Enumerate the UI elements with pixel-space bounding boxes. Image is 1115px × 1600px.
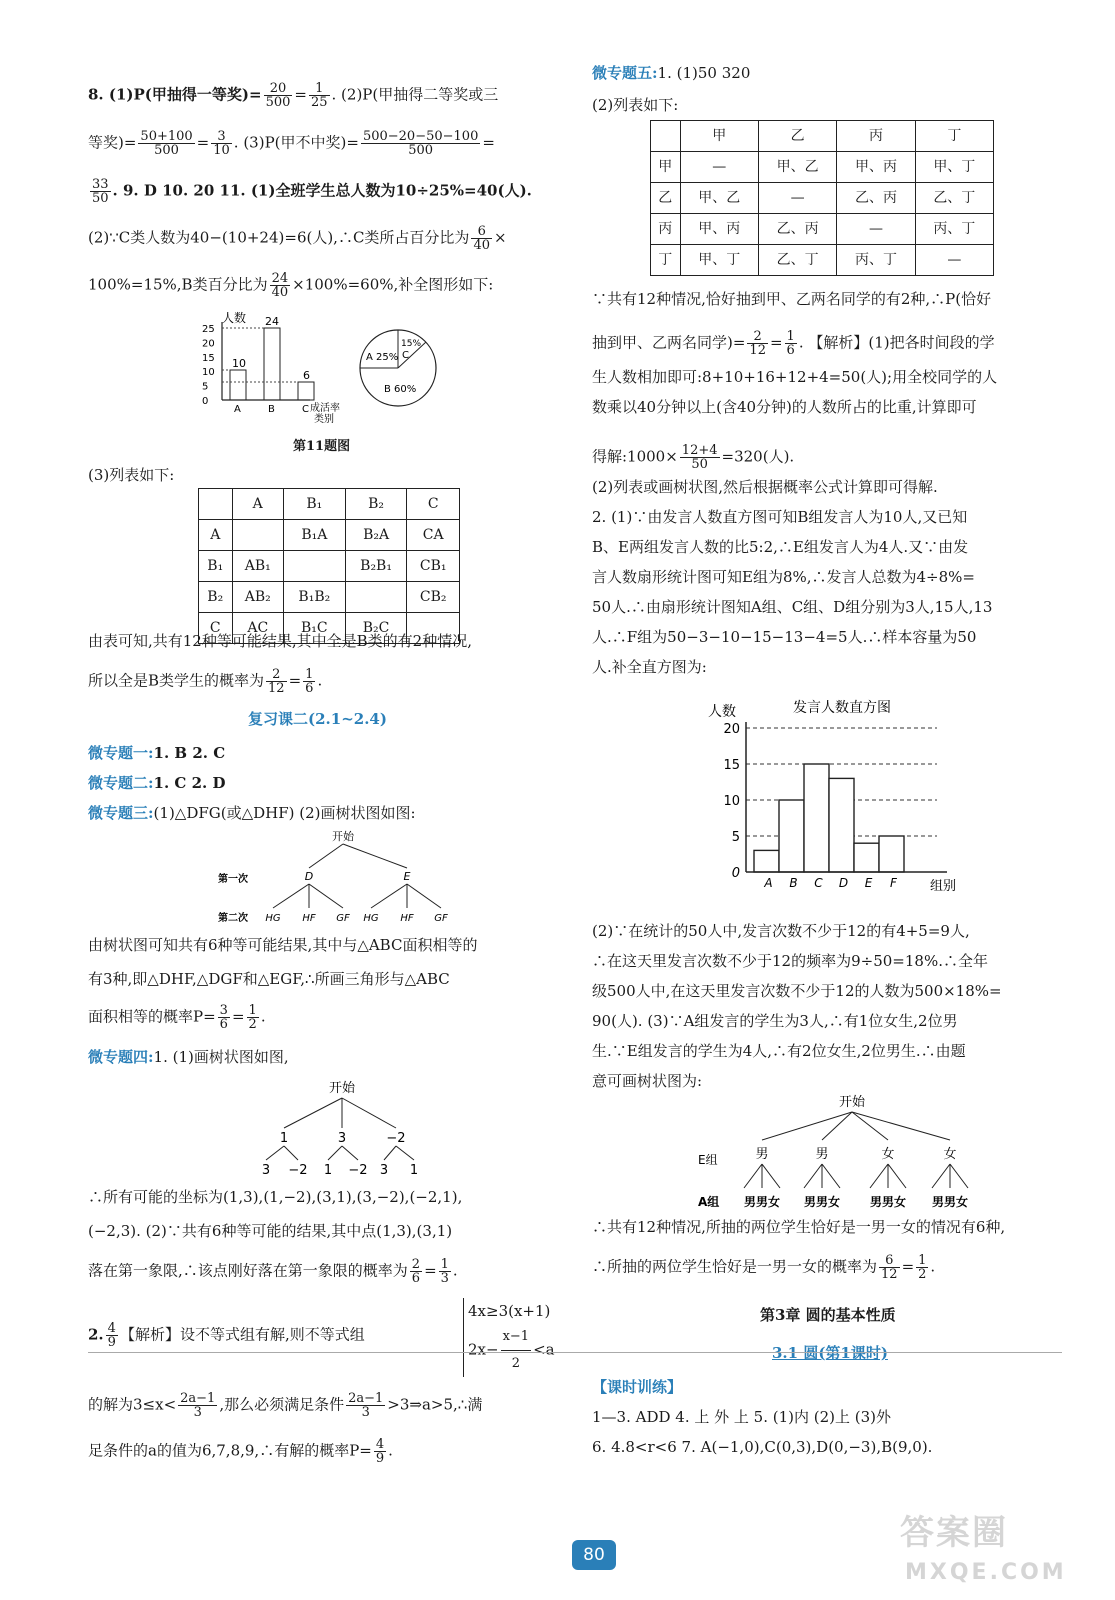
tree3-node: 女 <box>881 1147 895 1162</box>
table-cell: B₂ <box>345 489 407 520</box>
table-cell: AC <box>232 613 283 644</box>
tree1-leaf: HG <box>363 913 379 924</box>
svg-text:B: B <box>268 404 275 415</box>
fig11-pie-c: C <box>402 350 409 361</box>
tree-diagram-2 <box>256 1078 436 1178</box>
tree2-leaf: 3 <box>379 1163 389 1178</box>
tree3-node: 男 <box>755 1147 769 1162</box>
tree-diagram-3 <box>692 1092 1012 1212</box>
tree2-branch <box>396 1146 414 1160</box>
fig11-ytick: 10 <box>202 367 215 379</box>
fig11-pie-b: B 60% <box>384 384 417 395</box>
table-cell <box>283 551 345 582</box>
fig11-caption: 第11题图 <box>293 439 351 454</box>
table-cell: 乙、丙 <box>837 183 915 214</box>
hist-ylabel: 人数 <box>708 704 736 720</box>
topic5-part2: (2)列表如下: <box>592 96 679 114</box>
q8-line2: 等奖)= $\frac{50+100}{500}$ = $\frac{3}{10}$ . (3)P(甲不中奖)= $\frac{500-20-50-100}{500}$ = <box>88 129 495 158</box>
topic5-line2: 抽到甲、乙两名同学)= $\frac{2}{12}$ = $\frac{1}{6}$ . 【解析】(1)把各时间段的学 <box>592 329 995 358</box>
svg-text:D: D <box>304 870 314 883</box>
q2-line6: 人.补全直方图为: <box>592 658 707 676</box>
table-cell: 乙、丙 <box>758 214 836 245</box>
tree3-sub-branch <box>888 1164 906 1188</box>
table-cell: 丙 <box>837 121 915 152</box>
table-cell: B₂B₁ <box>345 551 407 582</box>
q2-part3-line3: 意可画树状图为: <box>592 1072 703 1090</box>
q11-probability: 所以全是B类学生的概率为 $\frac{2}{12}$ = $\frac{1}{6}$ . <box>88 667 323 696</box>
table-cell: 丙、丁 <box>837 245 915 276</box>
table-cell: C <box>199 613 233 644</box>
tree1-leaf: HF <box>302 913 316 924</box>
table-cell: B₁A <box>283 520 345 551</box>
q2-line5: 人.∴F组为50−3−10−15−13−4=5人.∴样本容量为50 <box>592 628 977 646</box>
table-cell: B₂ <box>199 582 233 613</box>
table-cell <box>345 582 407 613</box>
hist-bar-b <box>779 800 804 872</box>
tree3-sub-branch <box>762 1164 780 1188</box>
tree1-branch <box>407 884 441 908</box>
watermark-logo: 答案圈 <box>900 1513 1008 1553</box>
topic-3: 微专题三:(1)△DFG(或△DHF) (2)画树状图如图: <box>88 804 416 822</box>
table-cell: CB₁ <box>407 551 460 582</box>
tree3-branch <box>852 1112 888 1140</box>
table-cell: 甲 <box>680 121 758 152</box>
table-cell: AB₁ <box>232 551 283 582</box>
fig11-pie-a: A 25% <box>366 352 399 363</box>
section-title: 3.1 圆(第1课时) <box>772 1344 888 1362</box>
svg-text:E: E <box>403 870 411 883</box>
table-cell <box>232 520 283 551</box>
svg-text:−2: −2 <box>386 1131 406 1146</box>
tree1-second: 第二次 <box>218 913 248 924</box>
table-cell: 甲 <box>651 152 681 183</box>
table-cell: 乙、丁 <box>758 245 836 276</box>
tree-diagram-1 <box>213 828 473 928</box>
hist-bar-a <box>754 850 779 872</box>
topic4-q2-line3: 足条件的a的值为6,7,8,9,∴有解的概率P= $\frac{4}{9}$ . <box>88 1437 393 1466</box>
tree3-sub-branch <box>870 1164 888 1188</box>
q8-line1: 8. (1)P(甲抽得一等奖)= $\frac{20}{500}$ = $\frac{1}{25}$ . (2)P(甲抽得二等奖或三 <box>88 81 499 110</box>
table-cell: 丁 <box>651 245 681 276</box>
tree3-branch <box>852 1112 950 1140</box>
hist-bar-c <box>804 764 829 872</box>
tree2-leaf: 1 <box>409 1163 419 1178</box>
svg-text:3: 3 <box>337 1131 347 1146</box>
hist-ytick: 10 <box>723 794 740 809</box>
table-row <box>199 520 460 551</box>
fig11-bar-b <box>264 328 280 400</box>
table-q11 <box>198 488 460 644</box>
tree2-branch <box>328 1146 342 1160</box>
drill-title: 【课时训练】 <box>592 1378 683 1396</box>
table-cell: — <box>915 245 993 276</box>
topic3-line1: 由树状图可知共有6种等可能结果,其中与△ABC面积相等的 <box>88 936 478 954</box>
hist-ytick: 0 <box>731 866 740 881</box>
tree2-leaf: 3 <box>261 1163 271 1178</box>
tree3-sub-branch <box>804 1164 822 1188</box>
q2-conclusion: ∴共有12种情况,所抽的两位学生恰好是一男一女的情况有6种, <box>592 1218 1006 1236</box>
topic4-line2: (−2,3). (2)∵共有6种等可能的结果,其中点(1,3),(3,1) <box>88 1222 453 1240</box>
tree1-leaf: GF <box>336 913 350 924</box>
fig11-bar-label-a: 10 <box>232 357 246 370</box>
tree2-leaf: 1 <box>323 1163 333 1178</box>
table-row <box>651 245 994 276</box>
footer-divider <box>88 1352 1062 1353</box>
table-cell: CA <box>407 520 460 551</box>
q2-line4: 50人.∴由扇形统计图知A组、C组、D组分别为3人,15人,13 <box>592 598 993 616</box>
fig11-pie-c15: 15% <box>401 339 422 349</box>
hist-ytick: 5 <box>731 830 740 845</box>
topic5-line3: 生人数相加即可:8+10+16+12+4=50(人);用全校同学的人 <box>592 368 998 386</box>
tree3-leaves: 男男女 <box>803 1195 841 1209</box>
table-cell: 甲、乙 <box>680 183 758 214</box>
hist-ytick: 15 <box>723 758 740 773</box>
tree3-leaves: 男男女 <box>743 1195 781 1209</box>
table-cell: — <box>680 152 758 183</box>
table-row <box>651 214 994 245</box>
tree2-leaf: −2 <box>288 1163 308 1178</box>
tree1-branch <box>371 884 407 908</box>
table-cell: 甲、丁 <box>680 245 758 276</box>
tree2-branch <box>342 1146 358 1160</box>
fig11-ylabel: 人数 <box>222 311 247 325</box>
tree3-node: 男 <box>815 1147 829 1162</box>
tree3-node: 女 <box>943 1147 957 1162</box>
fig11-bar-label-c: 6 <box>303 369 310 382</box>
q11-conclusion: 由表可知,共有12种等可能结果,其中全是B类的有2种情况, <box>88 632 472 650</box>
topic-4: 微专题四:1. (1)画树状图如图, <box>88 1048 289 1066</box>
table-row <box>651 152 994 183</box>
q11-line3: 100%=15%,B类百分比为 $\frac{24}{40}$ ×100%=60%,补全图形如下: <box>88 271 494 300</box>
drill-line1: 1—3. ADD 4. 上 外 上 5. (1)内 (2)上 (3)外 <box>592 1408 892 1426</box>
table-cell: 甲、丙 <box>837 152 915 183</box>
table-cell: 丙 <box>651 214 681 245</box>
tree2-branch <box>266 1146 284 1160</box>
q11-line2: (2)∵C类人数为40−(10+24)=6(人),∴C类所占百分比为 $\frac{6}{40}$ × <box>88 224 507 253</box>
table-topic5 <box>650 120 994 276</box>
topic3-line3: 面积相等的概率P= $\frac{3}{6}$ = $\frac{1}{2}$ . <box>88 1003 266 1032</box>
table-cell: 甲、丁 <box>915 152 993 183</box>
tree3-leaves: 男男女 <box>931 1195 969 1209</box>
tree2-start: 开始 <box>328 1081 356 1096</box>
table-cell: B₁ <box>283 489 345 520</box>
q2-part2-line3: 级500人中,在这天里发言次数不少于12的人数为500×18%= <box>592 982 1002 1000</box>
table-cell: — <box>837 214 915 245</box>
q9-q11-line: $\frac{33}{50}$ . 9. D 10. 20 11. (1)全班学生总人数为10÷25%=40(人). <box>92 177 532 206</box>
table-cell: B₂A <box>345 520 407 551</box>
hist-bar-f <box>879 836 904 872</box>
tree2-leaf: −2 <box>348 1163 368 1178</box>
tree3-sub-branch <box>932 1164 950 1188</box>
fig11-bar-c <box>298 382 314 400</box>
topic4-line1: ∴所有可能的坐标为(1,3),(1,−2),(3,1),(3,−2),(−2,1), <box>88 1188 463 1206</box>
table-cell: B₁C <box>283 613 345 644</box>
fig11-ytick: 5 <box>202 381 209 393</box>
tree1-first: 第一次 <box>218 874 248 885</box>
hist-xlabel: 组别 <box>930 879 957 894</box>
table-cell: 甲、乙 <box>758 152 836 183</box>
tree3-sub-branch <box>744 1164 762 1188</box>
tree3-sub-branch <box>822 1164 840 1188</box>
q2-probability: ∴所抽的两位学生恰好是一男一女的概率为 $\frac{6}{12}$ = $\frac{1}{2}$ . <box>592 1253 936 1282</box>
topic-1: 微专题一:1. B 2. C <box>88 744 226 762</box>
histogram-chart <box>702 690 972 900</box>
table-cell: CB₂ <box>407 582 460 613</box>
table-cell: AB₂ <box>232 582 283 613</box>
table-cell: B₁B₂ <box>283 582 345 613</box>
table-row <box>651 183 994 214</box>
hist-xtick: E <box>864 876 873 890</box>
inequality-system: 4x≥3(x+1) 2x− $\frac{x-1}{2}$ <a <box>463 1298 555 1377</box>
tree2-branch <box>284 1146 298 1160</box>
table-cell: B₁ <box>199 551 233 582</box>
tree3-a-group: A组 <box>698 1195 720 1209</box>
fig11-ytick: 0 <box>202 396 209 407</box>
tree1-branch <box>309 884 343 908</box>
topic5-line4: 数乘以40分钟以上(含40分钟)的人数所占的比重,计算即可 <box>592 398 977 416</box>
tree1-leaf: HG <box>265 913 281 924</box>
q2-part3-line2: 生.∵E组发言的学生为4人,∴有2位女生,2位男生.∴由题 <box>592 1042 966 1060</box>
tree1-start: 开始 <box>332 830 354 843</box>
topic4-q2: 2. $\frac{4}{9}$ 【解析】设不等式组有解,则不等式组 <box>88 1321 365 1350</box>
table-cell: 乙 <box>651 183 681 214</box>
tree2-branch <box>384 1146 396 1160</box>
tree3-e-group: E组 <box>698 1153 718 1167</box>
hist-xtick: B <box>789 876 798 890</box>
review-title: 复习课二(2.1~2.4) <box>248 710 387 728</box>
tree3-branch <box>762 1112 852 1140</box>
drill-line2: 6. 4.8<r<6 7. A(−1,0),C(0,3),D(0,−3),B(9,0). <box>592 1438 933 1456</box>
table-row <box>199 551 460 582</box>
hist-xtick: A <box>764 876 773 890</box>
svg-text:A: A <box>234 404 241 415</box>
hist-xtick: D <box>838 876 849 890</box>
fig11-bar-label-b: 24 <box>265 315 279 328</box>
table-cell: B₂C <box>345 613 407 644</box>
table-cell: 乙 <box>758 121 836 152</box>
table-row <box>199 489 460 520</box>
q11-part3: (3)列表如下: <box>88 466 175 484</box>
hist-bar-e <box>854 843 879 872</box>
table-cell: 乙、丁 <box>915 183 993 214</box>
fig11-ytick: 15 <box>202 352 215 364</box>
table-cell: A <box>199 520 233 551</box>
q2-line1: 2. (1)∵由发言人数直方图可知B组发言人为10人,又已知 <box>592 508 968 526</box>
topic5-line1: ∵共有12种情况,恰好抽到甲、乙两名同学的有2种,∴P(恰好 <box>592 290 992 308</box>
q2-line2: B、E两组发言人数的比5:2,∴E组发言人为4人.又∵由发 <box>592 538 969 556</box>
tree3-start: 开始 <box>838 1095 866 1110</box>
q2-part3-line1: 90(人). (3)∵A组发言的学生为3人,∴有1位女生,2位男 <box>592 1012 958 1030</box>
tree3-leaves: 男男女 <box>869 1195 907 1209</box>
q2-line3: 言人数扇形统计图可知E组为8%,∴发言人总数为4÷8%= <box>592 568 975 586</box>
topic-2: 微专题二:1. C 2. D <box>88 774 226 792</box>
topic3-line2: 有3种,即△DHF,△DGF和△EGF,∴所画三角形与△ABC <box>88 970 450 988</box>
topic4-line3: 落在第一象限,∴该点刚好落在第一象限的概率为 $\frac{2}{6}$ = $\frac{1}{3}$ . <box>88 1257 458 1286</box>
hist-title: 发言人数直方图 <box>793 700 891 716</box>
tree1-leaf: HF <box>400 913 414 924</box>
tree1-leaf: GF <box>434 913 448 924</box>
table-cell: C <box>407 489 460 520</box>
page-number: 80 <box>572 1540 616 1570</box>
fig11-xlabel1: 成活率 <box>310 403 340 414</box>
table-cell: 丙、丁 <box>915 214 993 245</box>
tree3-sub-branch <box>950 1164 968 1188</box>
fig11-ytick: 20 <box>202 338 215 350</box>
fig11-ytick: 25 <box>202 324 215 335</box>
q2-part2-line2: ∴在这天里发言次数不少于12的频率为9÷50=18%.∴全年 <box>592 952 988 970</box>
hist-bar-d <box>829 778 854 872</box>
table-cell: — <box>758 183 836 214</box>
fig11-charts <box>188 310 448 425</box>
hist-xtick: C <box>814 876 823 890</box>
fig11-bar-a <box>230 370 246 400</box>
topic-5: 微专题五:1. (1)50 320 <box>592 64 751 82</box>
q2-part2-line1: (2)∵在统计的50人中,发言次数不少于12的有4+5=9人, <box>592 922 970 940</box>
hist-xtick: F <box>890 876 897 890</box>
table-cell: 丁 <box>915 121 993 152</box>
table-cell: A <box>232 489 283 520</box>
watermark-site: MXQE.COM <box>905 1560 1067 1585</box>
table-cell <box>651 121 681 152</box>
table-cell <box>199 489 233 520</box>
hist-ytick: 20 <box>723 722 740 737</box>
table-row <box>651 121 994 152</box>
topic5-line5: 得解:1000× $\frac{12+4}{50}$ =320(人). <box>592 443 795 472</box>
topic4-q2-line2: 的解为3≤x< $\frac{2a-1}{3}$ ,那么必须满足条件 $\frac{2a-1}{3}$ >3⇒a>5,∴满 <box>88 1391 483 1420</box>
tree1-branch <box>273 884 309 908</box>
table-row <box>199 582 460 613</box>
table-cell: 甲、丙 <box>680 214 758 245</box>
svg-text:1: 1 <box>279 1131 289 1146</box>
svg-text:C: C <box>302 404 309 415</box>
chapter-title: 第3章 圆的基本性质 <box>760 1306 896 1324</box>
topic5-line6: (2)列表或画树状图,然后根据概率公式计算即可得解. <box>592 478 938 496</box>
fig11-xlabel2: 类别 <box>314 414 334 425</box>
